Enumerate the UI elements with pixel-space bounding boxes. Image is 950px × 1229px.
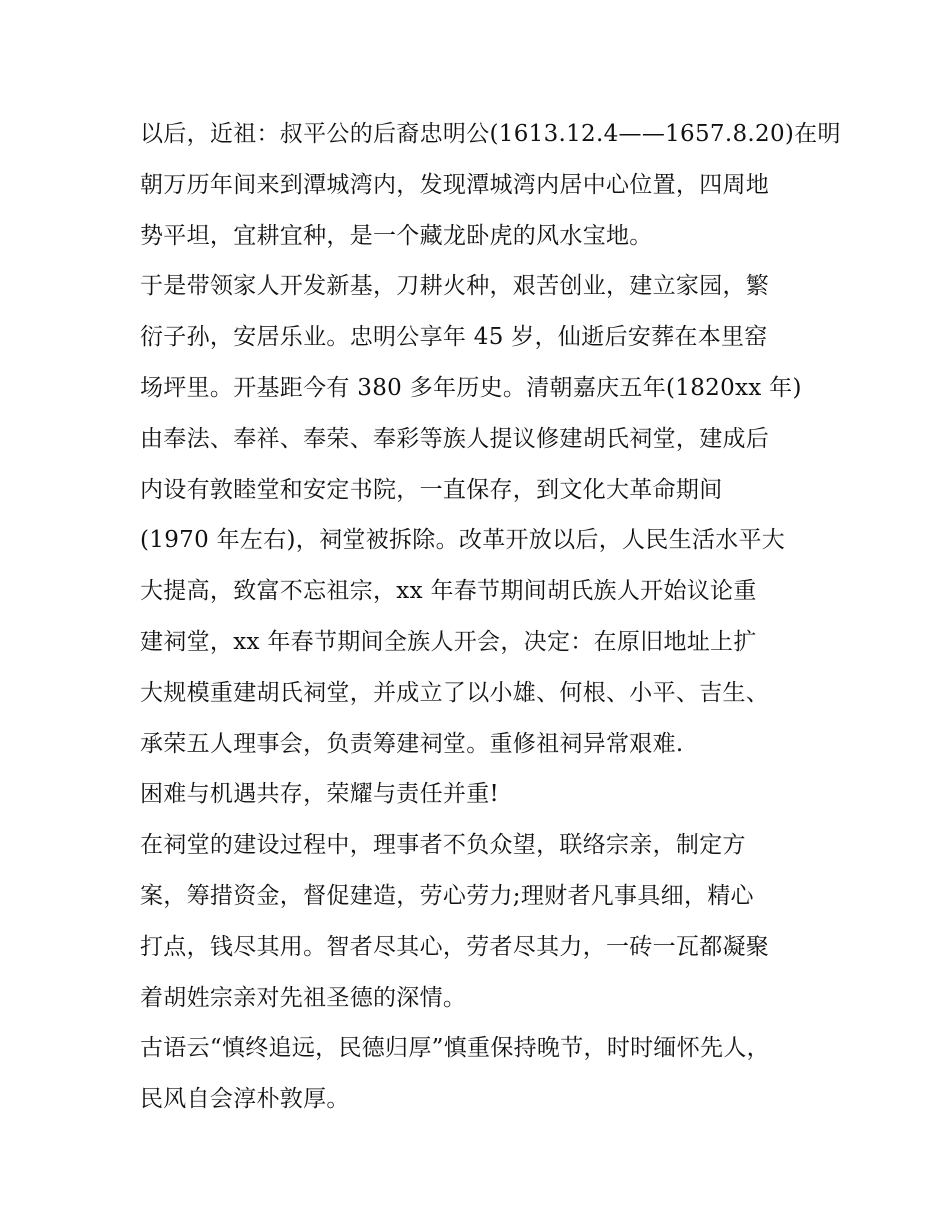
text-line: 建祠堂，xx 年春节期间全族人开会，决定：在原旧地址上扩	[140, 628, 757, 655]
text-line: 势平坦，宜耕宜种，是一个藏龙卧虎的风水宝地。	[140, 222, 653, 249]
text-line: 衍子孙，安居乐业。忠明公享年 45 岁，仙逝后安葬在本里窑	[140, 324, 768, 351]
text-line: 于是带领家人开发新基，刀耕火种，艰苦创业，建立家园，繁	[140, 273, 770, 300]
text-line: 场坪里。开基距今有 380 多年历史。清朝嘉庆五年(1820xx 年)	[140, 374, 802, 401]
text-line: 古语云“慎终追远，民德归厚”慎重保持晚节，时时缅怀先人，	[140, 1035, 770, 1062]
text-line: 以后，近祖：叔平公的后裔忠明公(1613.12.4——1657.8.20)在明	[140, 121, 841, 147]
text-line: 在祠堂的建设过程中，理事者不负众望，联络宗亲，制定方	[140, 832, 746, 859]
text-line: 着胡姓宗亲对先祖圣德的深情。	[140, 984, 467, 1011]
text-line: 内设有敦睦堂和安定书院，一直保存，到文化大革命期间	[140, 476, 723, 503]
text-line: 承荣五人理事会，负责筹建祠堂。重修祖祠异常艰难.	[140, 730, 684, 757]
text-line: 大规模重建胡氏祠堂，并成立了以小雄、何根、小平、吉生、	[140, 679, 770, 706]
text-line: 朝万历年间来到潭城湾内，发现潭城湾内居中心位置，四周地	[140, 171, 770, 198]
text-line: 案，筹措资金，督促建造，劳心劳力;理财者凡事具细，精心	[140, 882, 754, 909]
text-line: 困难与机遇共存，荣耀与责任并重!	[140, 781, 500, 808]
text-line: 民风自会淳朴敦厚。	[140, 1086, 350, 1113]
text-line: 打点，钱尽其用。智者尽其心，劳者尽其力，一砖一瓦都凝聚	[140, 933, 770, 960]
text-line: 大提高，致富不忘祖宗，xx 年春节期间胡氏族人开始议论重	[140, 578, 757, 605]
text-line: (1970 年左右)，祠堂被拆除。改革开放以后，人民生活水平大	[140, 527, 786, 554]
document-body	[140, 109, 841, 1125]
text-line: 由奉法、奉祥、奉荣、奉彩等族人提议修建胡氏祠堂，建成后	[140, 425, 770, 452]
